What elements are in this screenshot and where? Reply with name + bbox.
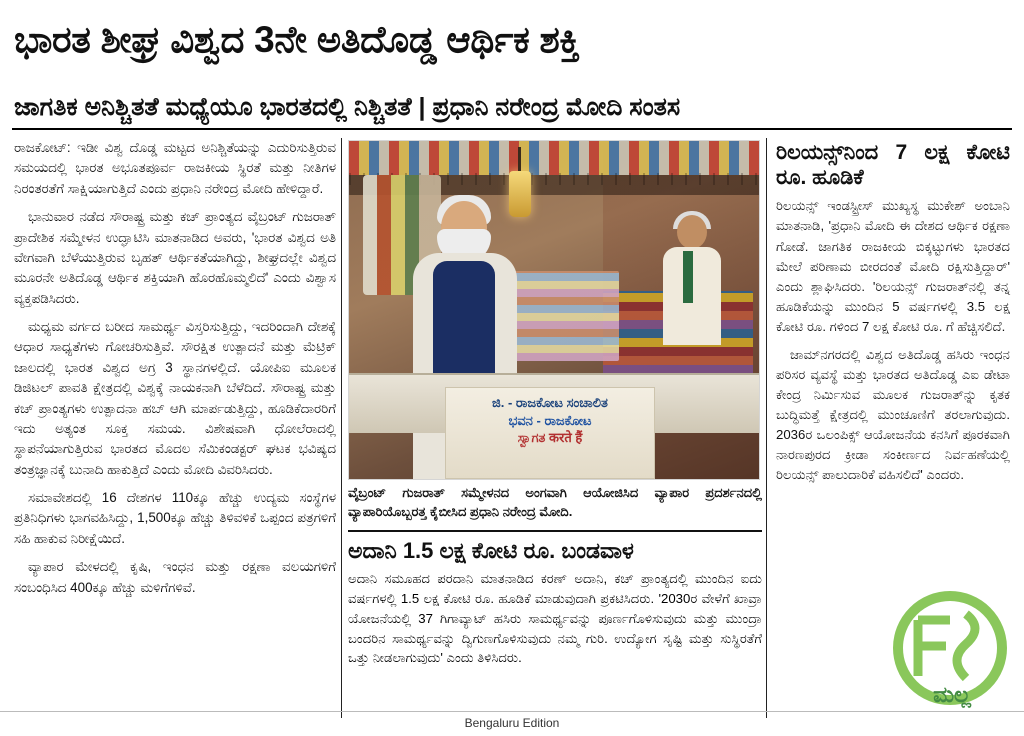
stall-banner-line-2: ಭವನ - ರಾಜಕೋಟ [508, 412, 592, 428]
column-divider-right [766, 138, 767, 718]
edition-label: Bengaluru Edition [464, 716, 560, 730]
reliance-story-column [776, 140, 1010, 493]
left-paragraph-2: ಭಾನುವಾರ ನಡೆದ ಸೌರಾಷ್ಟ್ರ ಮತ್ತು ಕಚ್ ಪ್ರಾಂತ್ಯದ ವೈಬ್ರಂಟ್ ಗುಜರಾತ್ ಪ್ರಾದೇಶಿಕ ಸಮ್ಮೇಳನ ಉದ್ಘಾಟಿಸಿ ಮಾತನಾಡಿದ ಅವರು, 'ಭಾರತ ವಿಶ್ವದ ಅತಿ ವೇಗವಾಗಿ ಬೆಳೆಯುತ್ತಿರುವ ಬೃಹತ್ ಆರ್ಥಿಕತೆಯಾಗಿದ್ದು, ಶೀಘ್ರದಲ್ಲೇ ವಿಶ್ವದ ಮೂರನೇ ಅತಿದೊಡ್ಡ ಆರ್ಥಿಕ ಶಕ್ತಿಯಾಗಿ ಹೊರಹೊಮ್ಮಲಿದೆ' ಎಂದು ವಿಶ್ವಾಸ ವ್ಯಕ್ತಪಡಿಸಿದರು. [14, 209, 336, 306]
article-left-column [14, 138, 336, 606]
publication-watermark-logo [888, 590, 1018, 710]
photo-scene [349, 141, 759, 479]
page-headline: ಭಾರತ ಶೀಘ್ರ ವಿಶ್ವದ 3ನೇ ಅತಿದೊಡ್ಡ ಆರ್ಥಿಕ ಶಕ್ತಿ [14, 19, 580, 60]
svg-text:ಮಲ್ಲ: ಮಲ್ಲ [933, 682, 971, 707]
stall-banner [445, 387, 655, 479]
adani-story-body: ಅದಾನಿ ಸಮೂಹದ ಪರದಾನಿ ಮಾತನಾಡಿದ ಕರಣ್ ಅದಾನಿ, ಕಚ್ ಪ್ರಾಂತ್ಯದಲ್ಲಿ ಮುಂದಿನ ಐದು ವರ್ಷಗಳಲ್ಲಿ 1.5 ಲಕ್ಷ ಕೋಟಿ ರೂ. ಹೂಡಿಕೆ ಮಾಡುವುದಾಗಿ ಪ್ರಕಟಿಸಿದರು. '2030ರ ವೇಳೆಗೆ ಖಾವ್ರಾ ಯೋಜನೆಯಲ್ಲಿ 37 ಗಿಗಾವ್ಯಾಟ್ ಹಸಿರು ಸಾಮರ್ಥ್ಯವನ್ನು ಪೂರ್ಣಗೊಳಿಸುವುದು ಮತ್ತು ಮುಂದ್ರಾ ಬಂದರಿನ ಸಾಮರ್ಥ್ಯವನ್ನು ದ್ವಿಗುಣಗೊಳಿಸುವುದು ನಮ್ಮ ಗುರಿ. ಉದ್ಯೋಗ ಸೃಷ್ಟಿ ಮತ್ತು ಸುಸ್ಥಿರತೆಗೆ ಒತ್ತು ನೀಡಲಾಗುವುದು' ಎಂದು ತಿಳಿಸಿದರು. [348, 571, 762, 666]
stall-banner-line-1: ಜಿ. - ರಾಜಕೋಟ ಸಂಚಾಲಿತ [492, 395, 608, 410]
left-paragraph-5: ವ್ಯಾಪಾರ ಮೇಳದಲ್ಲಿ ಕೃಷಿ, ಇಂಧನ ಮತ್ತು ರಕ್ಷಣಾ ವಲಯಗಳಿಗೆ ಸಂಬಂಧಿಸಿದ 400ಕ್ಕೂ ಹೆಚ್ಚು ಮಳಿಗೆಗಳಿವೆ. [14, 559, 336, 595]
headline-divider [12, 128, 1012, 130]
stall-owner-sash [683, 251, 693, 303]
left-paragraph-3: ಮಧ್ಯಮ ವರ್ಗದ ಬರೀದ ಸಾಮರ್ಥ್ಯ ವಿಸ್ತರಿಸುತ್ತಿದ್ದು, ಇದರಿಂದಾಗಿ ದೇಶಕ್ಕೆ ಆಧಾರ ಸಾಧ್ಯತೆಗಳು ಗೋಚರಿಸುತ್ತಿವೆ. ಸೌರಕ್ಷಿತ ಉತ್ಪಾದನೆ ಮತ್ತು ಮೆಟ್ರಿಕ್ ಜಾಲದಲ್ಲಿ ಭಾರತ ವಿಶ್ವದ ಅಗ್ರ 3 ಸ್ಥಾನಗಳಲ್ಲಿದೆ. ಯೋಪಿಐ ಮೂಲಕ ಡಿಜಿಟಲ್ ಪಾವತಿ ಕ್ಷೇತ್ರದಲ್ಲಿ ವಿಶ್ವಕ್ಕೆ ನಾಯಕನಾಗಿ ಬೆಳೆದಿದೆ. ಸೌರಾಷ್ಟ್ರ ಮತ್ತು ಕಚ್ ಪ್ರಾಂತ್ಯಗಳು ಉತ್ಪಾದನಾ ಹಬ್ ಆಗಿ ಮಾರ್ಪಡುತ್ತಿದ್ದು, ಹೂಡಿಕೆದಾರರಿಗೆ ಇದು ಅತ್ಯಂತ ಸೂಕ್ತ ಸಮಯ. ವಿಶೇಷವಾಗಿ ಧೋಲೆರಾದಲ್ಲಿ ಸ್ಥಾಪನೆಯಾಗುತ್ತಿರುವ ಭಾರತದ ಮೊದಲ ಸೆಮಿಕಂಡಕ್ಟರ್ ಘಟಕ ಭವಿಷ್ಯದ ತಂತ್ರಜ್ಞಾನಕ್ಕೆ ಬುನಾದಿ ಹಾಕುತ್ತಿದೆ ಎಂದು ಮೋದಿ ವಿವರಿಸಿದರು. [14, 319, 336, 477]
page-subheadline: ಜಾಗತಿಕ ಅನಿಶ್ಚಿತತೆ ಮಧ್ಯೆಯೂ ಭಾರತದಲ್ಲಿ ನಿಶ್ಚಿತತೆ | ಪ್ರಧಾನಿ ನರೇಂದ್ರ ಮೋದಿ ಸಂತಸ [14, 93, 681, 121]
footer-divider [0, 711, 1024, 712]
reliance-paragraph-1: ರಿಲಯನ್ಸ್ ಇಂಡಸ್ಟ್ರೀಸ್ ಮುಖ್ಯಸ್ಥ ಮುಕೇಶ್ ಅಂಬಾನಿ ಮಾತನಾಡಿ, 'ಪ್ರಧಾನಿ ಮೋದಿ ಈ ದೇಶದ ಆರ್ಥಿಕ ರಕ್ಷಣಾ ಗೋಡೆ. ಜಾಗತಿಕ ರಾಜಕೀಯ ಬಿಕ್ಕಟ್ಟುಗಳು ಭಾರತದ ಮೇಲೆ ಪರಿಣಾಮ ಬೀರದಂತೆ ಮೋದಿ ರಕ್ಷಿಸುತ್ತಿದ್ದಾರ್' ಎಂದು ಶ್ಲಾಘಿಸಿದರು. 'ರಿಲಯನ್ಸ್ ಗುಜರಾತ್‌ನಲ್ಲಿ ತನ್ನ ಹೂಡಿಕೆಯನ್ನು ಮುಂದಿನ 5 ವರ್ಷಗಳಲ್ಲಿ 3.5 ಲಕ್ಷ ಕೋಟಿ ರೂ. ಗಳಿಂದ 7 ಲಕ್ಷ ಕೋಟಿ ರೂ. ಗೆ ಹೆಚ್ಚಿಸಲಿದೆ. [776, 198, 1010, 334]
left-paragraph-4: ಸಮಾವೇಶದಲ್ಲಿ 16 ದೇಶಗಳ 110ಕ್ಕೂ ಹೆಚ್ಚು ಉದ್ಯಮ ಸಂಸ್ಥೆಗಳ ಪ್ರತಿನಿಧಿಗಳು ಭಾಗವಹಿಸಿದ್ದು, 1,500ಕ್ಕೂ ಹೆಚ್ಚು ತಿಳಿವಳಿಕೆ ಒಪ್ಪಂದ ಪತ್ರಗಳಿಗೆ ಸಹಿ ಹಾಕುವ ನಿರೀಕ್ಷೆಯಿದೆ. [14, 490, 336, 546]
reliance-paragraph-2: ಜಾಮ್‌ನಗರದಲ್ಲಿ ವಿಶ್ವದ ಅತಿದೊಡ್ಡ ಹಸಿರು ಇಂಧನ ಪರಿಸರ ವ್ಯವಸ್ಥೆ ಮತ್ತು ಭಾರತದ ಅತಿದೊಡ್ಡ ಎಐ ಡೇಟಾ ಕೇಂದ್ರ ನಿರ್ಮಿಸುವ ಮೂಲಕ ಗುಜರಾತ್‌ನ್ನು ಕೃತಕ ಬುದ್ಧಿಮತ್ತೆ ಕ್ಷೇತ್ರದಲ್ಲಿ ಮುಂಚೂಣಿಗೆ ತರಲಾಗುವುದು. 2036ರ ಒಲಂಪಿಕ್ಸ್ ಆಯೋಜನೆಯ ಕನಸಿಗೆ ಪೂರಕವಾಗಿ ನಾರಣಪುರದ ಕ್ರೀಡಾ ಸಂಕೀರ್ಣದ ನಿರ್ವಹಣೆಯಲ್ಲಿ ರಿಲಯನ್ಸ್ ಪಾಲುದಾರಿಕೆ ವಹಿಸಲಿದೆ' ಎಂದರು. [776, 346, 1010, 483]
adani-story-box [348, 530, 762, 668]
photo-caption: ವೈಬ್ರಂಟ್ ಗುಜರಾತ್ ಸಮ್ಮೇಳನದ ಅಂಗವಾಗಿ ಆಯೋಜಿಸಿದ ವ್ಯಾಪಾರ ಪ್ರದರ್ಶನದಲ್ಲಿ ವ್ಯಾಪಾರಿಯೊಬ್ಬರತ್ತ ಕೈಬೀಸಿದ ಪ್ರಧಾನಿ ನರೇಂದ್ರ ಮೋದಿ. [348, 485, 762, 519]
column-divider-left [341, 138, 342, 718]
decorative-bunting [349, 141, 759, 175]
stall-owner-head [677, 215, 707, 249]
reliance-story-heading: ರಿಲಯನ್ಸ್‌ನಿಂದ 7 ಲಕ್ಷ ಕೋಟಿ ರೂ. ಹೂಡಿಕೆ [776, 141, 1010, 190]
person-stall-owner [659, 215, 725, 345]
left-paragraph-1: ರಾಜಕೋಟ್: ಇಡೀ ವಿಶ್ವ ದೊಡ್ಡ ಮಟ್ಟದ ಅನಿಶ್ಚಿತೆಯನ್ನು ಎದುರಿಸುತ್ತಿರುವ ಸಮಯದಲ್ಲಿ ಭಾರತ ಅಭೂತಪೂರ್ವ ರಾಜಕೀಯ ಸ್ಥಿರತೆ ಮತ್ತು ನೀತಿಗಳ ನಿರಂತರತೆಗೆ ಸಾಕ್ಷಿಯಾಗುತ್ತಿದೆ ಎಂದು ಪ್ರಧಾನಿ ನರೇಂದ್ರ ಮೋದಿ ಹೇಳಿದ್ದಾರೆ. [14, 140, 336, 196]
news-photo [348, 140, 760, 480]
stall-banner-line-3: ಸ್ವಾಗತ करते हैं [517, 430, 583, 446]
adani-story-heading: ಅದಾನಿ 1.5 ಲಕ್ಷ ಕೋಟಿ ರೂ. ಬಂಡವಾಳ [348, 538, 634, 563]
